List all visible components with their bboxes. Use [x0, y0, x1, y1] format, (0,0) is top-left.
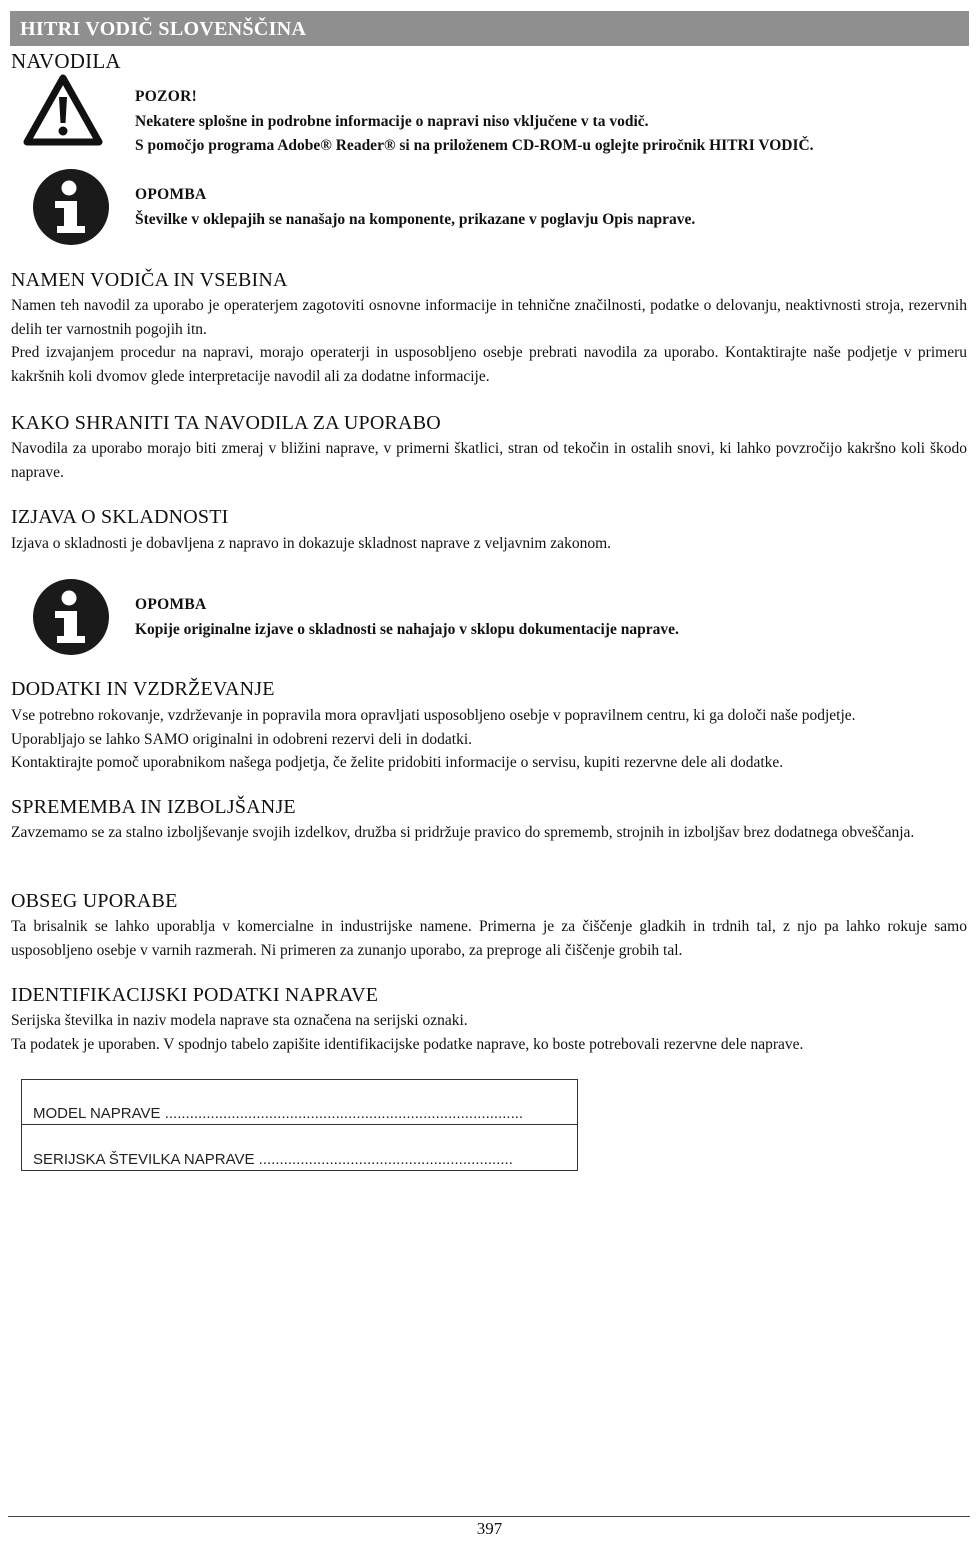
footer-divider	[8, 1516, 970, 1517]
paragraph: Ta brisalnik se lahko uporablja v komercialne in industrijske namene. Primerna je za čiščenje gladkih in trdnih tal, z njo pa lahko rokuje samo usposobljeno osebje v varnih razmerah. Ni primeren za zunanjo uporabo, za preproge ali čiščenje grobih tal.	[11, 918, 967, 959]
section-body-changes	[11, 821, 967, 845]
note-title: OPOMBA	[135, 186, 207, 203]
note-title: OPOMBA	[135, 596, 207, 613]
section-heading-purpose: NAMEN VODIČA IN VSEBINA	[11, 269, 288, 291]
section-body-storage	[11, 437, 967, 484]
identification-table	[21, 1079, 578, 1171]
section-body-usage	[11, 915, 967, 962]
warning-triangle-icon	[22, 73, 104, 147]
section-heading-accessories: DODATKI IN VZDRŽEVANJE	[11, 678, 275, 700]
section-heading-usage: OBSEG UPORABE	[11, 890, 178, 912]
page-number: 397	[476, 1519, 503, 1538]
section-heading-identification: IDENTIFIKACIJSKI PODATKI NAPRAVE	[11, 984, 379, 1006]
paragraph: Ta podatek je uporaben. V spodnjo tabelo zapišite identifikacijske podatke naprave, ko boste potrebovali rezervne dele naprave.	[11, 1035, 804, 1053]
note-text: Kopije originalne izjave o skladnosti se nahajajo v sklopu dokumentacije naprave.	[135, 621, 679, 638]
serial-row	[22, 1125, 577, 1170]
paragraph: Navodila za uporabo morajo biti zmeraj v bližini naprave, v primerni škatlici, stran od tekočin in ostalih snovi, ki lahko povzročijo kakršno koli škodo naprave.	[11, 440, 967, 481]
warning-text	[135, 110, 814, 158]
note-text: Številke v oklepajih se nanašajo na komponente, prikazane v poglavju Opis naprave.	[135, 211, 696, 228]
paragraph: Izjava o skladnosti je dobavljena z napravo in dokazuje skladnost naprave z veljavnim zakonom.	[11, 535, 611, 552]
paragraph: Uporabljajo se lahko SAMO originalni in odobreni rezervi deli in dodatki.	[11, 730, 473, 748]
paragraph: Zavzemamo se za stalno izboljševanje svojih izdelkov, družba si pridržuje pravico do sprememb, strojnih in izboljšav brez dodatnega obveščanja.	[11, 824, 915, 841]
info-icon	[32, 168, 110, 246]
info-icon	[32, 578, 110, 656]
section-heading-changes: SPREMEMBA IN IZBOLJŠANJE	[11, 796, 296, 818]
warning-title: POZOR!	[135, 88, 198, 105]
paragraph: Namen teh navodil za uporabo je operaterjem zagotoviti osnovne informacije in tehnične značilnosti, podatke o delovanju, neaktivnosti stroja, rezervnih delih ter varnostnih pogojih itn.	[11, 297, 967, 338]
serial-label: SERIJSKA ŠTEVILKA NAPRAVE .............................................................	[33, 1151, 513, 1168]
section-body-conformity	[11, 532, 967, 556]
section-body-accessories	[11, 704, 967, 775]
page-title: NAVODILA	[11, 49, 121, 73]
paragraph: Kontaktirajte pomoč uporabnikom našega podjetja, če želite pridobiti informacije o servisu, kupiti rezervne dele ali dodatke.	[11, 754, 784, 771]
section-body-identification	[11, 1009, 967, 1056]
warning-line: Nekatere splošne in podrobne informacije o napravi niso vključene v ta vodič.	[135, 113, 649, 130]
paragraph: Vse potrebno rokovanje, vzdrževanje in popravila mora opravljati usposobljeno osebje v popravilnem centru, ki ga določi naše podjetje.	[11, 707, 856, 724]
model-label: MODEL NAPRAVE ......................................................................................	[33, 1105, 524, 1122]
section-heading-storage: KAKO SHRANITI TA NAVODILA ZA UPORABO	[11, 412, 441, 434]
paragraph: Pred izvajanjem procedur na napravi, morajo operaterji in usposobljeno osebje prebrati navodila za uporabo. Kontaktirajte naše podjetje v primeru kakršnih koli dvomov glede interpretacije navodil ali za dodatne informacije.	[11, 344, 967, 385]
model-row	[22, 1080, 577, 1125]
quick-guide-banner: HITRI VODIČ SLOVENŠČINA	[10, 11, 969, 46]
warning-line: S pomočjo programa Adobe® Reader® si na priloženem CD-ROM-u oglejte priročnik HITRI VODIČ.	[135, 137, 814, 154]
section-body-purpose	[11, 294, 967, 388]
section-heading-conformity: IZJAVA O SKLADNOSTI	[11, 506, 229, 528]
paragraph: Serijska številka in naziv modela naprave sta označena na serijski oznaki.	[11, 1012, 468, 1029]
